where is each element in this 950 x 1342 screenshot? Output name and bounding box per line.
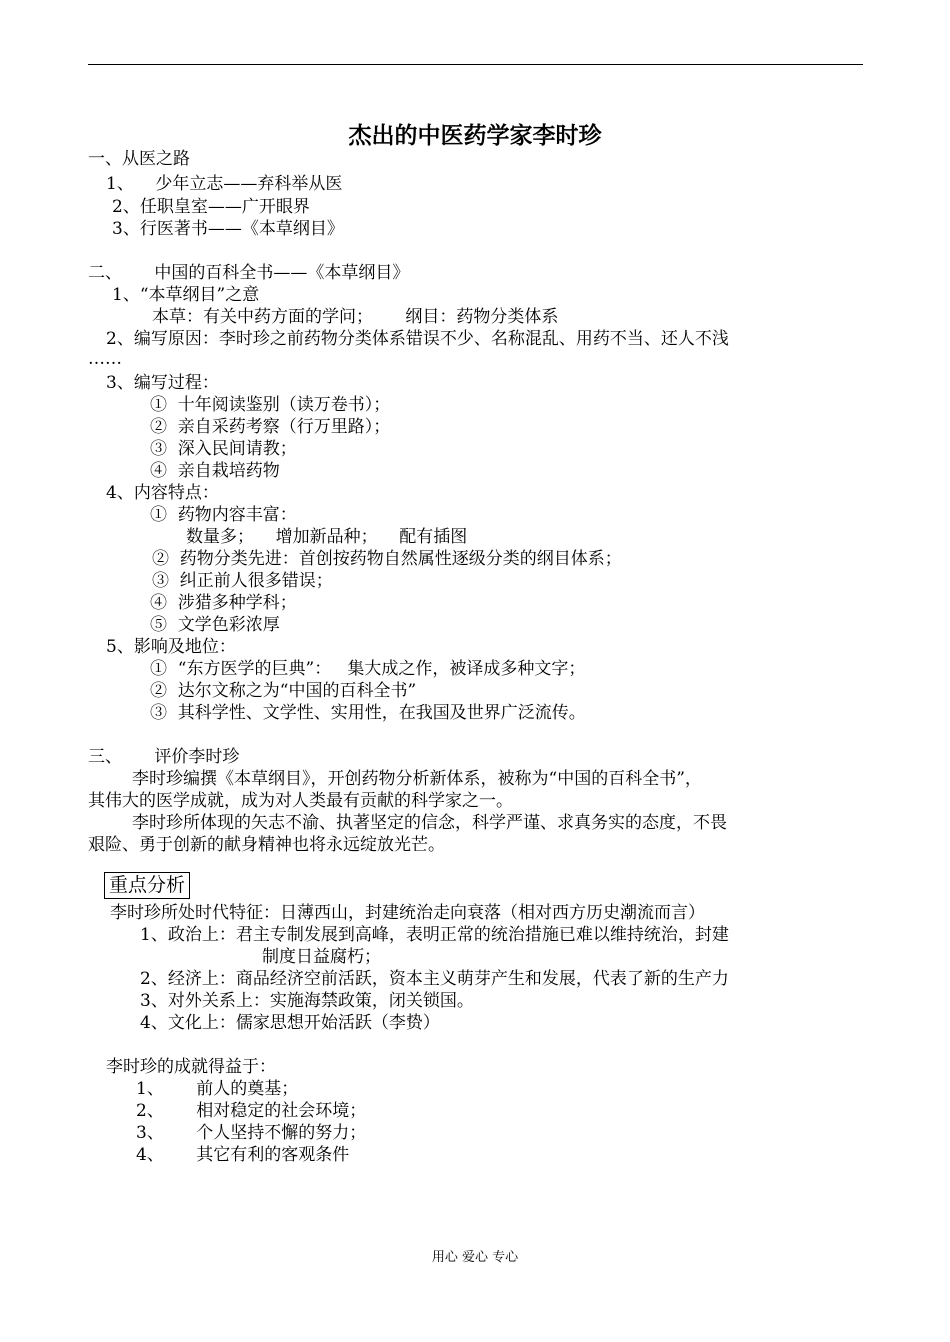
body-line: 3、对外关系上：实施海禁政策，闭关锁国。: [140, 991, 474, 1011]
body-line: ① 药物内容丰富：: [150, 505, 297, 525]
body-line: 2、编写原因：李时珍之前药物分类体系错误不少、名称混乱、用药不当、还人不浅: [106, 329, 729, 349]
body-line: 1、“本草纲目”之意: [112, 285, 260, 305]
body-line: ⑤ 文学色彩浓厚: [150, 615, 280, 635]
body-line: 2、 相对稳定的社会环境；: [136, 1101, 367, 1121]
body-line: 5、影响及地位：: [106, 637, 236, 657]
body-line: ③ 深入民间请教；: [150, 439, 297, 459]
body-line: 本草：有关中药方面的学问； 纲目：药物分类体系: [152, 307, 559, 327]
page-footer: 用心 爱心 专心: [431, 1250, 519, 1265]
body-line: 二、 中国的百科全书——《本草纲目》: [88, 263, 410, 283]
body-line: 3、行医著书——《本草纲目》: [112, 219, 344, 239]
body-line: ③ 纠正前人很多错误；: [152, 571, 333, 591]
body-line: 李时珍编撰《本草纲目》，开创药物分析新体系，被称为“中国的百科全书”，: [132, 769, 702, 789]
body-line: ② 达尔文称之为“中国的百科全书”: [150, 681, 417, 701]
body-line: 3、 个人坚持不懈的努力；: [136, 1123, 367, 1143]
body-line: 李时珍所体现的矢志不渝、执著坚定的信念，科学严谨、求真务实的态度，不畏: [132, 813, 727, 833]
body-line: 数量多； 增加新品种； 配有插图: [186, 527, 468, 547]
body-line: 一、从医之路: [88, 149, 190, 169]
body-line: 李时珍所处时代特征：日薄西山，封建统治走向衰落（相对西方历史潮流而言）: [110, 903, 705, 923]
body-line: ④ 亲自栽培药物: [150, 461, 280, 481]
body-line: 三、 评价李时珍: [88, 747, 240, 767]
body-line: 艰险、勇于创新的献身精神也将永远绽放光芒。: [88, 835, 445, 855]
body-line: 3、编写过程：: [106, 373, 219, 393]
body-line: ③ 其科学性、文学性、实用性，在我国及世界广泛流传。: [150, 703, 586, 723]
body-line: 制度日益腐朽；: [262, 947, 381, 967]
body-line: 2、任职皇室——广开眼界: [112, 197, 310, 217]
body-line: ② 亲自采药考察（行万里路）；: [150, 417, 391, 437]
body-line: 4、 其它有利的客观条件: [136, 1145, 350, 1165]
header-rule: [88, 64, 863, 65]
body-line: ① 十年阅读鉴别（读万卷书）；: [150, 395, 391, 415]
body-line: ② 药物分类先进：首创按药物自然属性逐级分类的纲目体系；: [152, 549, 622, 569]
body-line: 李时珍的成就得益于：: [106, 1057, 276, 1077]
body-line: 1、 前人的奠基；: [136, 1079, 299, 1099]
body-line: ① “东方医学的巨典”： 集大成之作，被译成多种文字；: [150, 659, 586, 679]
body-line: 1、 少年立志——弃科举从医: [106, 174, 343, 194]
body-line: 2、经济上：商品经济空前活跃，资本主义萌芽产生和发展，代表了新的生产力: [140, 969, 729, 989]
body-line: 4、内容特点：: [106, 483, 219, 503]
body-line: 4、文化上：儒家思想开始活跃（李贽）: [140, 1013, 440, 1033]
body-line: ……: [88, 349, 122, 369]
key-analysis-box-label: 重点分析: [104, 872, 190, 899]
body-line: ④ 涉猎多种学科；: [150, 593, 297, 613]
body-line: 1、政治上：君主专制发展到高峰，表明正常的统治措施已难以维持统治，封建: [140, 925, 729, 945]
document-title: 杰出的中医药学家李时珍: [348, 123, 602, 149]
body-line: 其伟大的医学成就，成为对人类最有贡献的科学家之一。: [88, 791, 513, 811]
